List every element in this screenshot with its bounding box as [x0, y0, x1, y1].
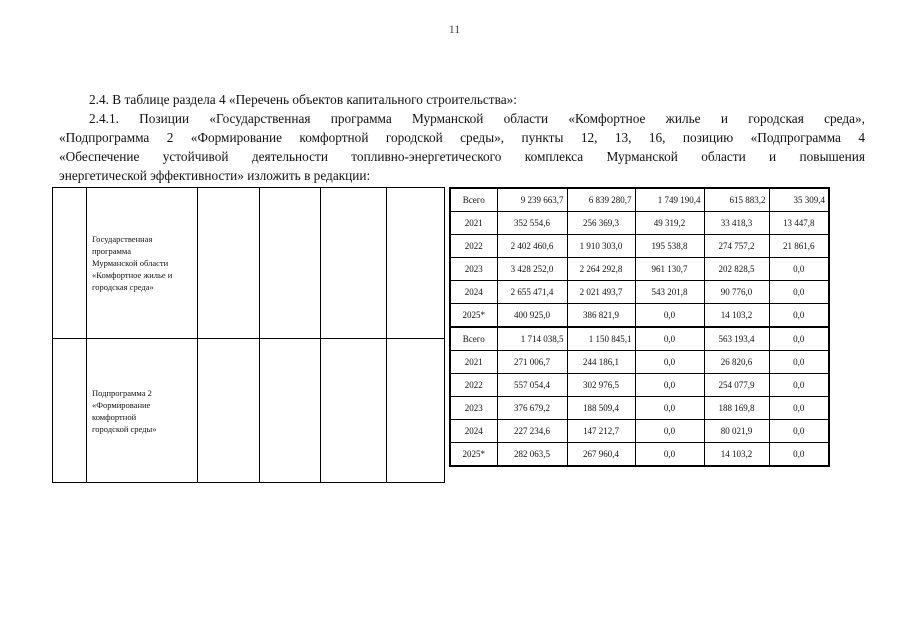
- cell-value: 26 820,6: [704, 351, 769, 374]
- left-cell: [53, 188, 87, 339]
- cell-value: 188 509,4: [567, 397, 635, 420]
- cell-total: 2 402 460,6: [497, 235, 567, 258]
- cell-value: 0,0: [769, 304, 829, 328]
- cell-value: 0,0: [769, 258, 829, 281]
- cell-value: 6 839 280,7: [567, 188, 635, 212]
- page-number: 11: [448, 22, 461, 36]
- cell-total: 271 006,7: [497, 351, 567, 374]
- cell-value: 0,0: [635, 420, 704, 443]
- cell-value: 961 130,7: [635, 258, 704, 281]
- row-year: Всего: [450, 327, 497, 351]
- cell-value: 90 776,0: [704, 281, 769, 304]
- cell-value: 80 021,9: [704, 420, 769, 443]
- cell-value: 0,0: [769, 327, 829, 351]
- row-year: 2021: [450, 351, 497, 374]
- row-year: 2022: [450, 374, 497, 397]
- cell-value: 267 960,4: [567, 443, 635, 467]
- left-cell: [198, 339, 260, 483]
- left-cell: [260, 339, 321, 483]
- cell-total: 400 925,0: [497, 304, 567, 328]
- cell-value: 0,0: [769, 443, 829, 467]
- row-year: 2024: [450, 281, 497, 304]
- table-row: [450, 420, 829, 443]
- row-year: 2022: [450, 235, 497, 258]
- cell-value: 256 369,3: [567, 212, 635, 235]
- cell-value: 0,0: [635, 397, 704, 420]
- cell-value: 202 828,5: [704, 258, 769, 281]
- cell-value: 0,0: [769, 281, 829, 304]
- cell-value: 33 418,3: [704, 212, 769, 235]
- table-row: [450, 258, 829, 281]
- left-cell: [321, 188, 387, 339]
- table-row: [450, 304, 829, 328]
- cell-value: 615 883,2: [704, 188, 769, 212]
- cell-total: 282 063,5: [497, 443, 567, 467]
- left-table: [52, 187, 445, 483]
- cell-value: 0,0: [769, 351, 829, 374]
- table-row: [450, 443, 829, 467]
- paragraph-line-1: 2.4.1. Позиции «Государственная программа Мурманской области «Комфортное жилье и городская среда»,: [89, 111, 865, 126]
- cell-value: 2 021 493,7: [567, 281, 635, 304]
- left-cell: [260, 188, 321, 339]
- table-row: [450, 212, 829, 235]
- row-year: 2023: [450, 258, 497, 281]
- cell-value: 49 319,2: [635, 212, 704, 235]
- cell-value: 35 309,4: [769, 188, 829, 212]
- table-row: [450, 374, 829, 397]
- table-row: [450, 188, 829, 212]
- cell-value: 0,0: [635, 351, 704, 374]
- cell-total: 2 655 471,4: [497, 281, 567, 304]
- cell-value: 14 103,2: [704, 304, 769, 328]
- left-block-state-program: [53, 188, 445, 339]
- left-cell: [321, 339, 387, 483]
- cell-value: 302 976,5: [567, 374, 635, 397]
- cell-value: 147 212,7: [567, 420, 635, 443]
- cell-value: 274 757,2: [704, 235, 769, 258]
- financing-table: [449, 187, 830, 467]
- table-row: [450, 327, 829, 351]
- cell-value: 0,0: [769, 420, 829, 443]
- cell-value: 0,0: [635, 443, 704, 467]
- cell-total: 376 679,2: [497, 397, 567, 420]
- cell-value: 0,0: [635, 327, 704, 351]
- table-row: [450, 235, 829, 258]
- left-cell: [387, 339, 445, 483]
- cell-value: 0,0: [635, 304, 704, 328]
- paragraph-line-2: «Подпрограмма 2 «Формирование комфортной городской среды», пункты 12, 13, 16, позицию «Подпрограмма 4: [59, 130, 865, 145]
- row-year: Всего: [450, 188, 497, 212]
- left-cell: [198, 188, 260, 339]
- cell-value: 14 103,2: [704, 443, 769, 467]
- cell-value: 195 538,8: [635, 235, 704, 258]
- cell-value: 21 861,6: [769, 235, 829, 258]
- cell-value: 543 201,8: [635, 281, 704, 304]
- cell-value: 244 186,1: [567, 351, 635, 374]
- table-row: [450, 281, 829, 304]
- left-label-state-program: Государственная программа Мурманской области «Комфортное жилье и городская среда»: [87, 188, 198, 339]
- table-row: [450, 351, 829, 374]
- cell-value: 563 193,4: [704, 327, 769, 351]
- cell-value: 0,0: [769, 397, 829, 420]
- left-cell: [387, 188, 445, 339]
- row-year: 2025*: [450, 304, 497, 328]
- row-year: 2025*: [450, 443, 497, 467]
- cell-value: 2 264 292,8: [567, 258, 635, 281]
- cell-total: 227 234,6: [497, 420, 567, 443]
- cell-value: 0,0: [769, 374, 829, 397]
- cell-value: 386 821,9: [567, 304, 635, 328]
- paragraph-line-4: энергетической эффективности» изложить в редакции:: [59, 168, 371, 183]
- cell-total: 352 554,6: [497, 212, 567, 235]
- paragraph-body: [59, 109, 865, 166]
- cell-value: 1 150 845,1: [567, 327, 635, 351]
- row-year: 2024: [450, 420, 497, 443]
- cell-total: 557 054,4: [497, 374, 567, 397]
- row-year: 2021: [450, 212, 497, 235]
- cell-value: 13 447,8: [769, 212, 829, 235]
- left-label-subprogram-2: Подпрограмма 2 «Формирование комфортной городской среды»: [87, 339, 198, 483]
- left-block-subprogram-2: [53, 339, 445, 483]
- table-row: [450, 397, 829, 420]
- cell-value: 1 910 303,0: [567, 235, 635, 258]
- cell-value: 1 749 190,4: [635, 188, 704, 212]
- cell-value: 0,0: [635, 374, 704, 397]
- left-cell: [53, 339, 87, 483]
- cell-value: 188 169,8: [704, 397, 769, 420]
- cell-total: 1 714 038,5: [497, 327, 567, 351]
- section-heading: 2.4. В таблице раздела 4 «Перечень объектов капитального строительства»:: [89, 92, 517, 107]
- paragraph-line-3: «Обеспечение устойчивой деятельности топливно-энергетического комплекса Мурманской области и повышения: [59, 149, 865, 164]
- cell-total: 9 239 663,7: [497, 188, 567, 212]
- row-year: 2023: [450, 397, 497, 420]
- cell-value: 254 077,9: [704, 374, 769, 397]
- cell-total: 3 428 252,0: [497, 258, 567, 281]
